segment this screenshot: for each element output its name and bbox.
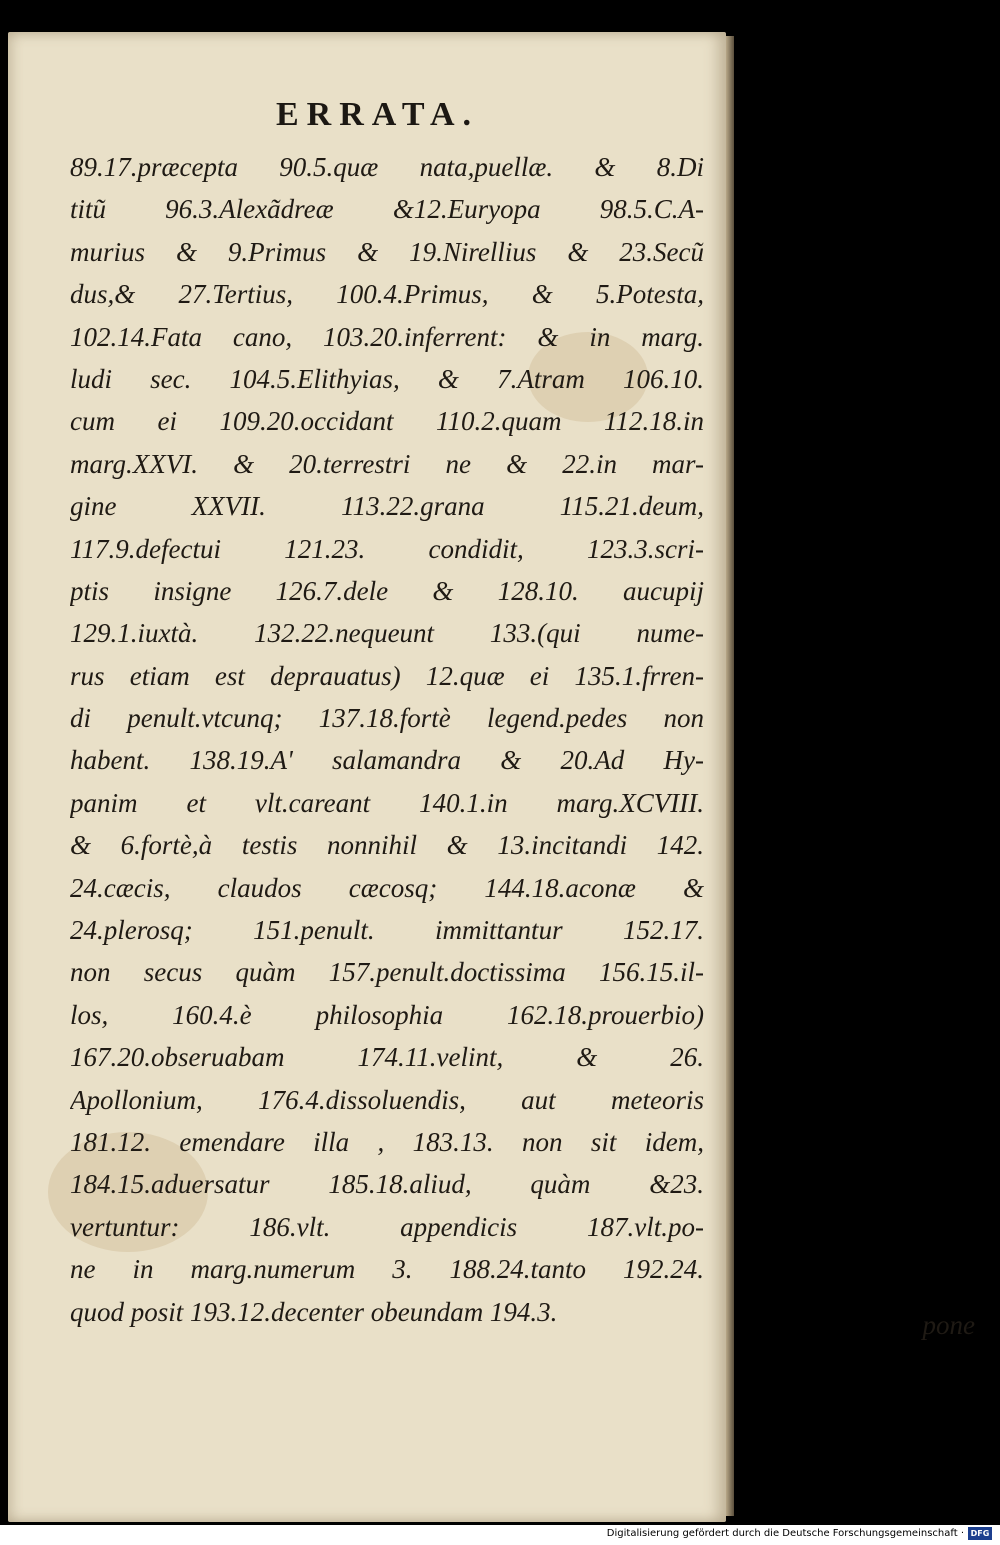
text-line: 184.15.aduersatur 185.18.aliud, quàm &23. xyxy=(70,1169,704,1200)
text-line: 117.9.defectui 121.23. condidit, 123.3.scri- xyxy=(70,533,704,564)
footer-credit: Digitalisierung gefördert durch die Deutsche Forschungsgemeinschaft · xyxy=(606,1528,964,1539)
text-line: rus etiam est deprauatus) 12.quæ ei 135.1.frren- xyxy=(70,660,704,691)
page-heading: ERRATA. xyxy=(276,96,480,133)
dfg-logo: DFG xyxy=(968,1527,992,1540)
text-line: di penult.vtcunq; 137.18.fortè legend.pedes non xyxy=(70,703,704,734)
errata-text xyxy=(70,146,704,1333)
text-line: non secus quàm 157.penult.doctissima 156.15.il- xyxy=(70,957,704,988)
text-line: gine XXVII. 113.22.grana 115.21.deum, xyxy=(70,491,704,522)
text-line: dus,& 27.Tertius, 100.4.Primus, & 5.Potesta, xyxy=(70,279,704,310)
text-line: marg.XXVI. & 20.terrestri ne & 22.in mar- xyxy=(70,448,704,479)
text-line: cum ei 109.20.occidant 110.2.quam 112.18.in xyxy=(70,406,704,437)
text-line: los, 160.4.è philosophia 162.18.prouerbio) xyxy=(70,999,704,1030)
text-line: quod posit 193.12.decenter obeundam 194.3. xyxy=(70,1296,558,1327)
text-line: 129.1.iuxtà. 132.22.nequeunt 133.(qui nume- xyxy=(70,618,704,649)
text-line: 102.14.Fata cano, 103.20.inferrent: & in marg. xyxy=(70,321,704,352)
text-line: ludi sec. 104.5.Elithyias, & 7.Atram 106.10. xyxy=(70,363,704,394)
text-line: habent. 138.19.A' salamandra & 20.Ad Hy- xyxy=(70,745,704,776)
text-line: ne in marg.numerum 3. 188.24.tanto 192.24. xyxy=(70,1254,704,1285)
text-line: Apollonium, 176.4.dissoluendis, aut meteoris xyxy=(70,1084,704,1115)
text-line: vertuntur: 186.vlt. appendicis 187.vlt.po- xyxy=(70,1211,704,1242)
catchword: pone xyxy=(922,1310,975,1340)
text-line: 167.20.obseruabam 174.11.velint, & 26. xyxy=(70,1042,704,1073)
text-line: murius & 9.Primus & 19.Nirellius & 23.Secũ xyxy=(70,236,704,267)
text-line: ptis insigne 126.7.dele & 128.10. aucupij xyxy=(70,575,704,606)
text-line: 24.cæcis, claudos cæcosq; 144.18.aconæ & xyxy=(70,872,704,903)
text-line: & 6.fortè,à testis nonnihil & 13.incitandi 142. xyxy=(70,830,704,861)
text-line: 181.12. emendare illa , 183.13. non sit idem, xyxy=(70,1126,704,1157)
text-line: 24.plerosq; 151.penult. immittantur 152.17. xyxy=(70,915,704,946)
text-line: 89.17.præcepta 90.5.quæ nata,puellæ. & 8.Di xyxy=(70,152,704,182)
page-edge xyxy=(726,36,734,1516)
text-line: titũ 96.3.Alexãdreæ &12.Euryopa 98.5.C.A- xyxy=(70,194,704,225)
text-line: panim et vlt.careant 140.1.in marg.XCVIII. xyxy=(70,787,704,818)
